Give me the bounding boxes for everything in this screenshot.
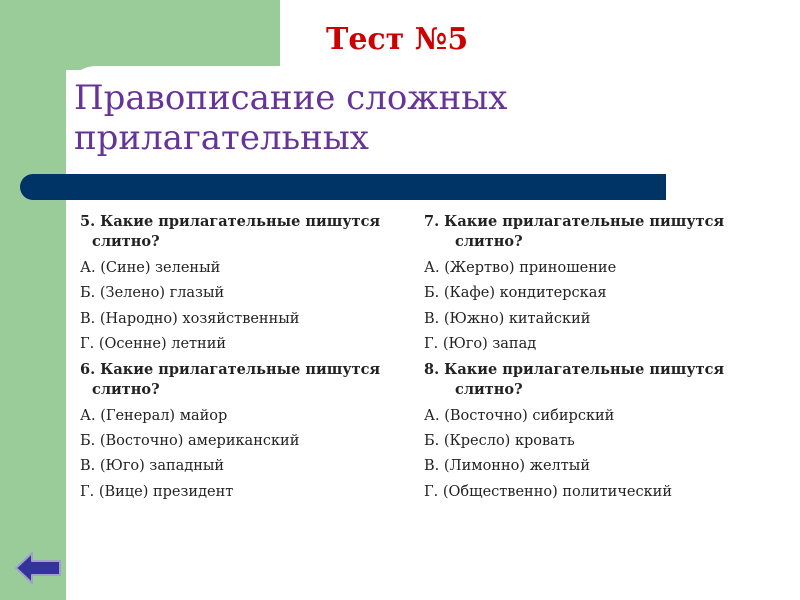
arrow-left-icon xyxy=(14,550,62,586)
question-block xyxy=(80,360,410,502)
question-block xyxy=(424,360,754,502)
answer-option: В. (Юго) западный xyxy=(80,458,225,475)
answer-option: Б. (Кресло) кровать xyxy=(424,432,575,449)
back-button[interactable] xyxy=(14,550,62,586)
question-text: 8. Какие прилагательные пишутся слитно? xyxy=(424,360,725,398)
answer-option: А. (Восточно) сибирский xyxy=(424,407,615,424)
answer-option: Г. (Осенне) летний xyxy=(80,336,227,353)
question-text: 6. Какие прилагательные пишутся слитно? xyxy=(80,360,381,398)
green-top-band xyxy=(0,0,280,70)
answer-option: Б. (Зелено) глазый xyxy=(80,285,225,302)
answer-option: А. (Генерал) майор xyxy=(80,407,228,424)
green-side-band xyxy=(0,0,66,600)
question-block xyxy=(424,212,754,354)
answer-option: Г. (Общественно) политический xyxy=(424,483,673,500)
question-text: 5. Какие прилагательные пишутся слитно? xyxy=(80,213,381,250)
answer-option: Б. (Кафе) кондитерская xyxy=(424,285,607,302)
test-number-label: Тест №5 xyxy=(326,22,469,57)
questions-left-column xyxy=(80,212,410,507)
question-text: 7. Какие прилагательные пишутся слитно? xyxy=(424,213,725,250)
answer-option: А. (Жертво) приношение xyxy=(424,260,617,276)
question-block xyxy=(80,212,410,354)
answer-option: Б. (Восточно) американский xyxy=(80,432,300,449)
answer-option: В. (Южно) китайский xyxy=(424,310,591,327)
slide-title: Правописание сложных прилагательных xyxy=(74,78,508,158)
questions-right-column xyxy=(424,212,754,507)
title-underline-bar xyxy=(20,174,666,200)
answer-option: В. (Лимонно) желтый xyxy=(424,458,590,475)
answer-option: А. (Сине) зеленый xyxy=(80,260,221,276)
answer-option: В. (Народно) хозяйственный xyxy=(80,310,300,327)
answer-option: Г. (Вице) президент xyxy=(80,483,234,500)
answer-option: Г. (Юго) запад xyxy=(424,336,537,353)
